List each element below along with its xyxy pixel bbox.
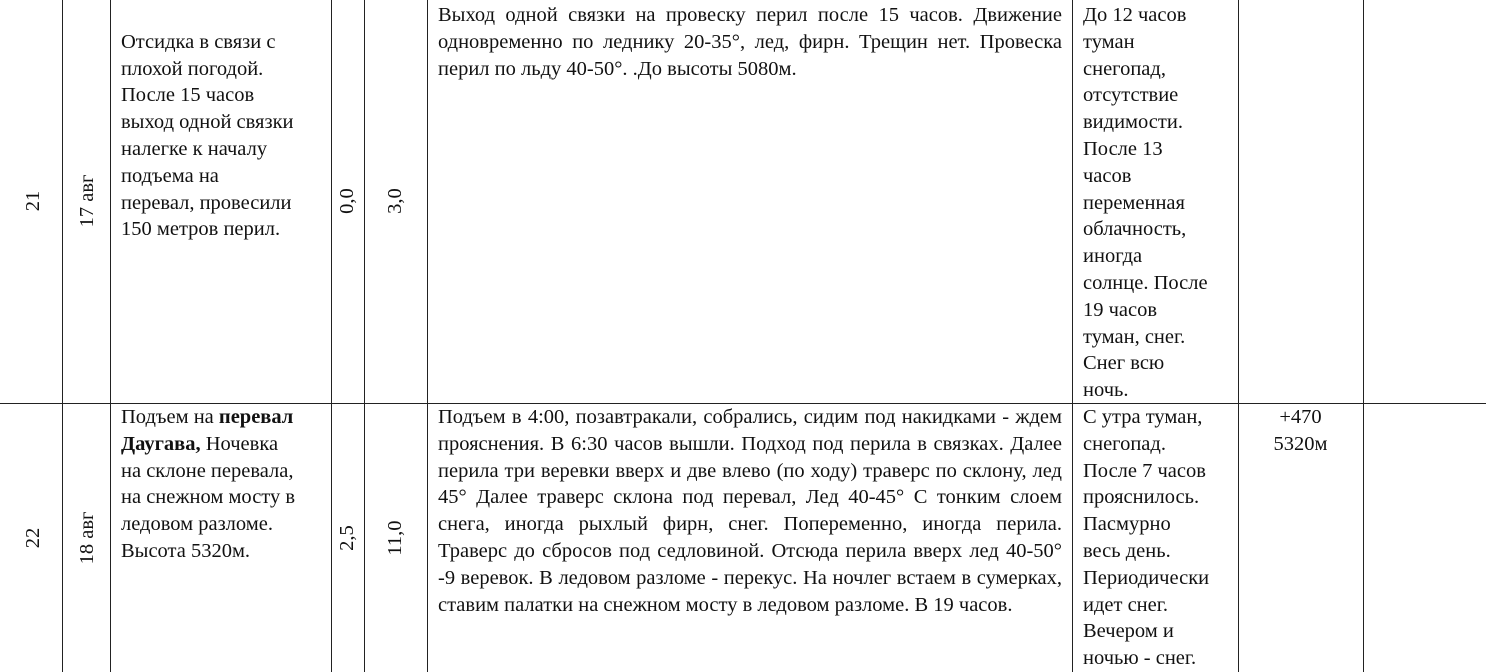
pass-name: перевал Даугава,	[121, 406, 294, 455]
plan-text: Отсидка в связи с плохой погодой. После 15 часов выход одной связки налегке к началу подъема на перевал, провесили 150 метров перил.	[121, 30, 294, 241]
column-divider	[110, 0, 111, 672]
column-divider	[1363, 0, 1364, 672]
column-divider	[1072, 0, 1073, 672]
column-divider	[331, 0, 332, 672]
column-divider	[1238, 0, 1239, 672]
route-description: Выход одной связки на провеску перил после 15 часов. Движение одновременно по леднику 20-35°, лед, фирн. Трещин нет. Провеска перил по льду 40-50°. .До высоты 5080м.	[438, 4, 1062, 80]
weather: С утра туман, снегопад. После 7 часов прояснилось. Пасмурно весь день. Периодически идет снег. Вечером и ночью - снег.	[1083, 406, 1210, 670]
route-log-table: 21 17 авг Отсидка в связи с плохой погодой. После 15 часов выход одной связки налегке к началу подъема на перевал, провесили 150 метров перил. 0,0 3,0 Выход одной связки на провеску перил после 15 часов. Движение одновременно по леднику 20-35°, лед, фирн. Трещин нет. Провеска перил по льду 40-50°. .До высоты 5080м. До 12 часов туман снегопад, отсутствие видимости. После 13 часов переменная облачность, иногда солнце. После 19 часов туман, снег. Снег всю ночь. 22 18 авг Подъем на перевал Даугава, Ночевка на склоне перевала, на снежном мосту в ледовом разломе. Высота 5320м. 2,5 11,0 Подъем в 4:00, позавтракали, собрались, сидим под накидками - ждем прояснения. В 6:30 часов вышли. Подход под перила в связках. Далее перила три веревки вверх и две влево (по ходу) траверс по склону, лед 45° Далее траверс склона под перевал, Лед 40-45° С тонким слоем снега, иногда рыхлый фирн, снег. Попеременно, иногда перила. Траверс до сбросов под седловиной. Отсюда перила вверх лед 40-50° -9 веревок. В ледовом разломе - перекус. На ночлег встаем в сумерках, ставим палатки на снежном мосту в ледовом разломе. В 19 часов. С утра туман, снегопад. После 7 часов прояснилось. Пасмурно весь день. Периодически идет снег. Вечером и ночью - снег. +470 5320м	[0, 0, 1486, 672]
column-divider	[364, 0, 365, 672]
weather: До 12 часов туман снегопад, отсутствие видимости. После 13 часов переменная облачность, иногда солнце. После 19 часов туман, снег. Снег всю ночь.	[1083, 4, 1208, 402]
altitude: +470 5320м	[1273, 406, 1328, 455]
route-description: Подъем в 4:00, позавтракали, собрались, сидим под накидками - ждем прояснения. В 6:30 часов вышли. Подход под перила в связках. Далее перила три веревки вверх и две влево (по ходу) траверс по склону, лед 45° Далее траверс склона под перевал, Лед 40-45° С тонким слоем снега, иногда рыхлый фирн, снег. Попеременно, иногда перила. Траверс до сбросов под седловиной. Отсюда перила вверх лед 40-50° -9 веревок. В ледовом разломе - перекус. На ночлег встаем в сумерках, ставим палатки на снежном мосту в ледовом разломе. В 19 часов.	[438, 406, 1062, 616]
column-divider	[62, 0, 63, 672]
column-divider	[427, 0, 428, 672]
plan-text: Подъем на перевал Даугава, Ночевка на склоне перевала, на снежном мосту в ледовом разломе. Высота 5320м.	[121, 406, 296, 562]
